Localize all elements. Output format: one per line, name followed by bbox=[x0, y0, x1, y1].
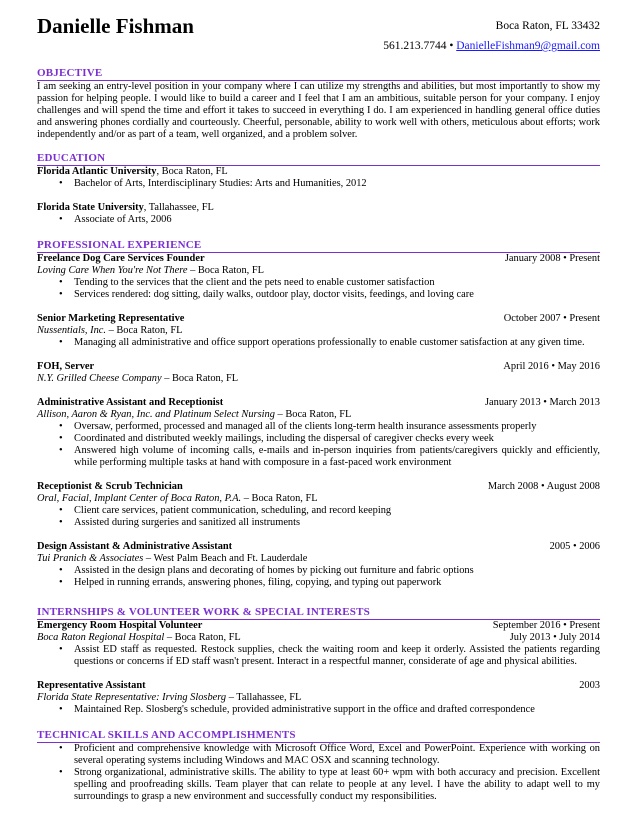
school-details bbox=[37, 178, 600, 190]
list-item: • Strong organizational, administrative skills. The ability to type at least 60+ wpm with both accuracy and precision. Excellent spelling and proofreading skills. Team player that can relate to people at any level. I have the ability to adapt well to my surroundings to grasp a new environment and successfully conduct my responsibilities. bbox=[37, 767, 600, 803]
job-header: Design Assistant & Administrative Assistant 2005 • 2006 bbox=[37, 541, 600, 552]
list-item: • Oversaw, performed, processed and managed all of the clients long-term health insurance assessments properly bbox=[37, 421, 600, 433]
job-company: N.Y. Grilled Cheese Company – Boca Raton, FL bbox=[37, 373, 239, 384]
school-details bbox=[37, 214, 600, 226]
job-company: Florida State Representative: Irving Slosberg – Tallahassee, FL bbox=[37, 692, 302, 703]
section-heading: EDUCATION bbox=[37, 152, 600, 166]
list-item: • Helped in running errands, answering phones, filing, copying, and typing out paperwork bbox=[37, 577, 600, 589]
job-header: Senior Marketing Representative October 2007 • Present bbox=[37, 313, 600, 324]
list-item: • Bachelor of Arts, Interdisciplinary Studies: Arts and Humanities, 2012 bbox=[37, 178, 600, 190]
job-bullets bbox=[37, 565, 600, 589]
list-item: • Tending to the services that the client and the pets need to enable customer satisfaction bbox=[37, 277, 600, 289]
list-item: • Assist ED staff as requested. Restock supplies, check the waiting room and keep it orderly. Assisted the patients regarding questions or concerns if ED staff wasn't present. Interact in a respectful manner, considerate of age and physical abilities. bbox=[37, 644, 600, 668]
school-line: Florida State University, Tallahassee, FL bbox=[37, 202, 214, 213]
section-heading: PROFESSIONAL EXPERIENCE bbox=[37, 239, 600, 253]
skills-section bbox=[37, 729, 600, 803]
job-company: Oral, Facial, Implant Center of Boca Raton, P.A. – Boca Raton, FL bbox=[37, 493, 318, 504]
objective-section bbox=[37, 67, 600, 141]
list-item: • Client care services, patient communication, scheduling, and record keeping bbox=[37, 505, 600, 517]
job-header: Administrative Assistant and Receptionist January 2013 • March 2013 bbox=[37, 397, 600, 408]
job-bullets bbox=[37, 421, 600, 469]
address: Boca Raton, FL 33432 bbox=[495, 20, 600, 32]
contact-line bbox=[383, 40, 600, 52]
objective-text: I am seeking an entry-level position in your company where I can utilize my strengths and abilities, but most importantly to show my passion for helping people. I would like to build a career and I feel that I am an ambitious, suitable person for your company. I enjoy challenges and will spend the time and effort it takes to succeed in everything I do. I am experienced in handling general office duties and answering phones cordially and courteously. Cheerful, personable, ability to work well with others, meticulous about efforts; work independently and/or as part of a team, well organized, and a problem solver. bbox=[37, 81, 600, 140]
list-item: • Assisted during surgeries and sanitized all instruments bbox=[37, 517, 600, 529]
list-item: • Associate of Arts, 2006 bbox=[37, 214, 600, 226]
list-item: • Services rendered: dog sitting, daily walks, outdoor play, doctor visits, feedings, and loving care bbox=[37, 289, 600, 301]
job-bullets bbox=[37, 704, 600, 716]
job-company: Allison, Aaron & Ryan, Inc. and Platinum Select Nursing – Boca Raton, FL bbox=[37, 409, 352, 420]
section-heading: OBJECTIVE bbox=[37, 67, 600, 81]
education-section bbox=[37, 152, 600, 226]
list-item: • Proficient and comprehensive knowledge with Microsoft Office Word, Excel and PowerPoint. Experience with working on several operating systems including Windows and MAC OSX and scanning technology. bbox=[37, 743, 600, 767]
job-header: Receptionist & Scrub Technician March 2008 • August 2008 bbox=[37, 481, 600, 492]
job-bullets bbox=[37, 277, 600, 301]
job-bullets bbox=[37, 505, 600, 529]
candidate-name: Danielle Fishman bbox=[37, 14, 194, 38]
job-company: Loving Care When You're Not There – Boca Raton, FL bbox=[37, 265, 264, 276]
section-heading: TECHNICAL SKILLS AND ACCOMPLISHMENTS bbox=[37, 729, 600, 743]
separator: • bbox=[449, 40, 454, 52]
experience-section bbox=[37, 239, 600, 589]
job-header: Emergency Room Hospital Volunteer September 2016 • Present bbox=[37, 620, 600, 631]
job-header: Representative Assistant 2003 bbox=[37, 680, 600, 691]
school-line: Florida Atlantic University, Boca Raton, FL bbox=[37, 166, 228, 177]
internships-section bbox=[37, 606, 600, 716]
list-item: • Maintained Rep. Slosberg's schedule, provided administrative support in the office and drafted correspondence bbox=[37, 704, 600, 716]
list-item: • Coordinated and distributed weekly mailings, including the dispersal of caregiver checks every week bbox=[37, 433, 600, 445]
list-item: • Assisted in the design plans and decorating of homes by picking out furniture and fabric options bbox=[37, 565, 600, 577]
job-header: FOH, Server April 2016 • May 2016 bbox=[37, 361, 600, 372]
skills-bullets bbox=[37, 743, 600, 803]
job-bullets bbox=[37, 337, 600, 349]
phone: 561.213.7744 bbox=[383, 40, 447, 52]
job-bullets bbox=[37, 644, 600, 668]
job-company: Boca Raton Regional Hospital – Boca Raton, FL July 2013 • July 2014 bbox=[37, 632, 600, 643]
job-company: Nussentials, Inc. – Boca Raton, FL bbox=[37, 325, 183, 336]
job-company: Tui Pranich & Associates – West Palm Beach and Ft. Lauderdale bbox=[37, 553, 308, 564]
section-heading: INTERNSHIPS & VOLUNTEER WORK & SPECIAL INTERESTS bbox=[37, 606, 600, 620]
job-header: Freelance Dog Care Services Founder January 2008 • Present bbox=[37, 253, 600, 264]
list-item: • Answered high volume of incoming calls, e-mails and in-person inquiries from patients/caregivers quickly and efficiently, while performing multiple tasks at hand with composure in a fast-paced work environment bbox=[37, 445, 600, 469]
list-item: • Managing all administrative and office support operations professionally to enable customer satisfaction at any given time. bbox=[37, 337, 600, 349]
email-link[interactable]: DanielleFishman9@gmail.com bbox=[456, 40, 600, 52]
